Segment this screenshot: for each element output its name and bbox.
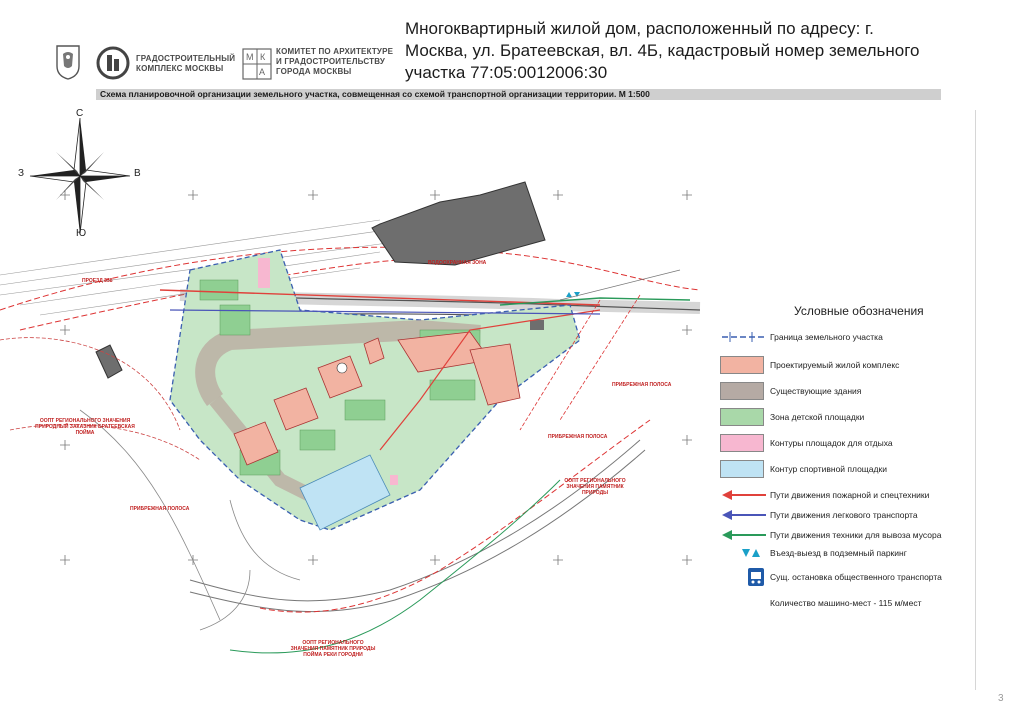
compass-rose-icon <box>30 118 130 234</box>
compass-west-label: З <box>18 168 25 179</box>
svg-text:М: М <box>246 52 254 62</box>
site-plan-drawing <box>0 100 740 723</box>
page-number: 3 <box>998 693 1004 704</box>
existing-small-building <box>530 320 544 330</box>
moscow-emblem-icon <box>55 44 81 80</box>
parking-count: Количество машино-мест - 115 м/мест <box>770 598 922 608</box>
map-label-pribr-1: ПРИБРЕЖНАЯ ПОЛОСА <box>612 382 672 388</box>
site-plan-map <box>0 100 740 723</box>
gradostroitelny-kompleks-logo-icon <box>96 46 130 80</box>
compass-south-label: Ю <box>76 228 87 239</box>
projected-swatch-icon <box>720 356 764 374</box>
boundary-line-icon <box>720 328 768 346</box>
parking-entrance-triangles-icon <box>720 544 768 562</box>
map-label-pribr-2: ПРИБРЕЖНАЯ ПОЛОСА <box>548 434 608 440</box>
sport-swatch-icon <box>720 460 764 478</box>
header <box>0 0 1024 90</box>
existing-building-west <box>96 345 122 378</box>
gk-logo-text: ГРАДОСТРОИТЕЛЬНЫЙ КОМПЛЕКС МОСКВЫ <box>136 54 236 73</box>
existing-building-north <box>372 182 545 265</box>
map-label-proezd: ПРОЕЗД 338 <box>82 278 113 284</box>
legend-title: Условные обозначения <box>794 304 924 318</box>
map-label-pribr-3: ПРИБРЕЖНАЯ ПОЛОСА <box>130 506 190 512</box>
right-divider <box>975 110 976 690</box>
legend-item-car-route: Пути движения легкового транспорта <box>708 506 958 526</box>
page-title: Многоквартирный жилой дом, расположенный по адресу: г. Москва, ул. Братеевская, вл. 4Б, кадастровый номер земельного участка 77:05:0012006:30 <box>405 19 920 82</box>
mka-logo-text: КОМИТЕТ ПО АРХИТЕКТУРЕ И ГРАДОСТРОИТЕЛЬСТВУ ГОРОДА МОСКВЫ <box>276 47 394 76</box>
svg-text:А: А <box>259 67 266 77</box>
legend-item-boundary: Граница земельного участка <box>708 328 958 348</box>
mka-logo-icon <box>242 48 272 80</box>
waste-route-arrow-icon <box>720 526 768 544</box>
map-label-oopt-1: ООПТ РЕГИОНАЛЬНОГО ЗНАЧЕНИЯ ПРИРОДНЫЙ ЗАКАЗНИК БРАТЕЕВСКАЯ ПОЙМА <box>35 418 135 436</box>
compass-north-label: С <box>76 108 84 119</box>
map-label-vodoohr: ВОДООХРАННАЯ ЗОНА <box>428 260 487 266</box>
legend-item-bus-stop: Сущ. остановка общественного транспорта <box>708 568 958 588</box>
legend-item-parking-entrance: Въезд-выезд в подземный паркинг <box>708 544 958 564</box>
map-label-oopt-2: ООПТ РЕГИОНАЛЬНОГО ЗНАЧЕНИЯ ПАМЯТНИК ПРИРОДЫ <box>564 478 626 496</box>
legend-item-recreation: Контуры площадок для отдыха <box>708 434 958 454</box>
map-legend <box>708 298 958 618</box>
legend-item-fire-route: Пути движения пожарной и спецтехники <box>708 486 958 506</box>
car-route-arrow-icon <box>720 506 768 524</box>
legend-item-children: Зона детской площадки <box>708 408 958 428</box>
children-swatch-icon <box>720 408 764 426</box>
fire-route-arrow-icon <box>720 486 768 504</box>
legend-item-existing: Существующие здания <box>708 382 958 402</box>
legend-item-waste-route: Пути движения техники для вывоза мусора <box>708 526 958 546</box>
map-label-oopt-3: ООПТ РЕГИОНАЛЬНОГО ЗНАЧЕНИЯ ПАМЯТНИК ПРИРОДЫ ПОЙМА РЕКИ ГОРОДНИ <box>290 640 376 658</box>
compass-east-label: В <box>134 168 141 179</box>
map-subtitle: Схема планировочной организации земельного участка, совмещенная со схемой транспортной организации территории. М 1:500 <box>96 89 941 100</box>
recreation-swatch-icon <box>720 434 764 452</box>
svg-text:К: К <box>260 52 266 62</box>
bus-stop-icon <box>720 568 768 586</box>
legend-item-projected: Проектируемый жилой комплекс <box>708 356 958 376</box>
existing-swatch-icon <box>720 382 764 400</box>
legend-item-sport: Контур спортивной площадки <box>708 460 958 480</box>
